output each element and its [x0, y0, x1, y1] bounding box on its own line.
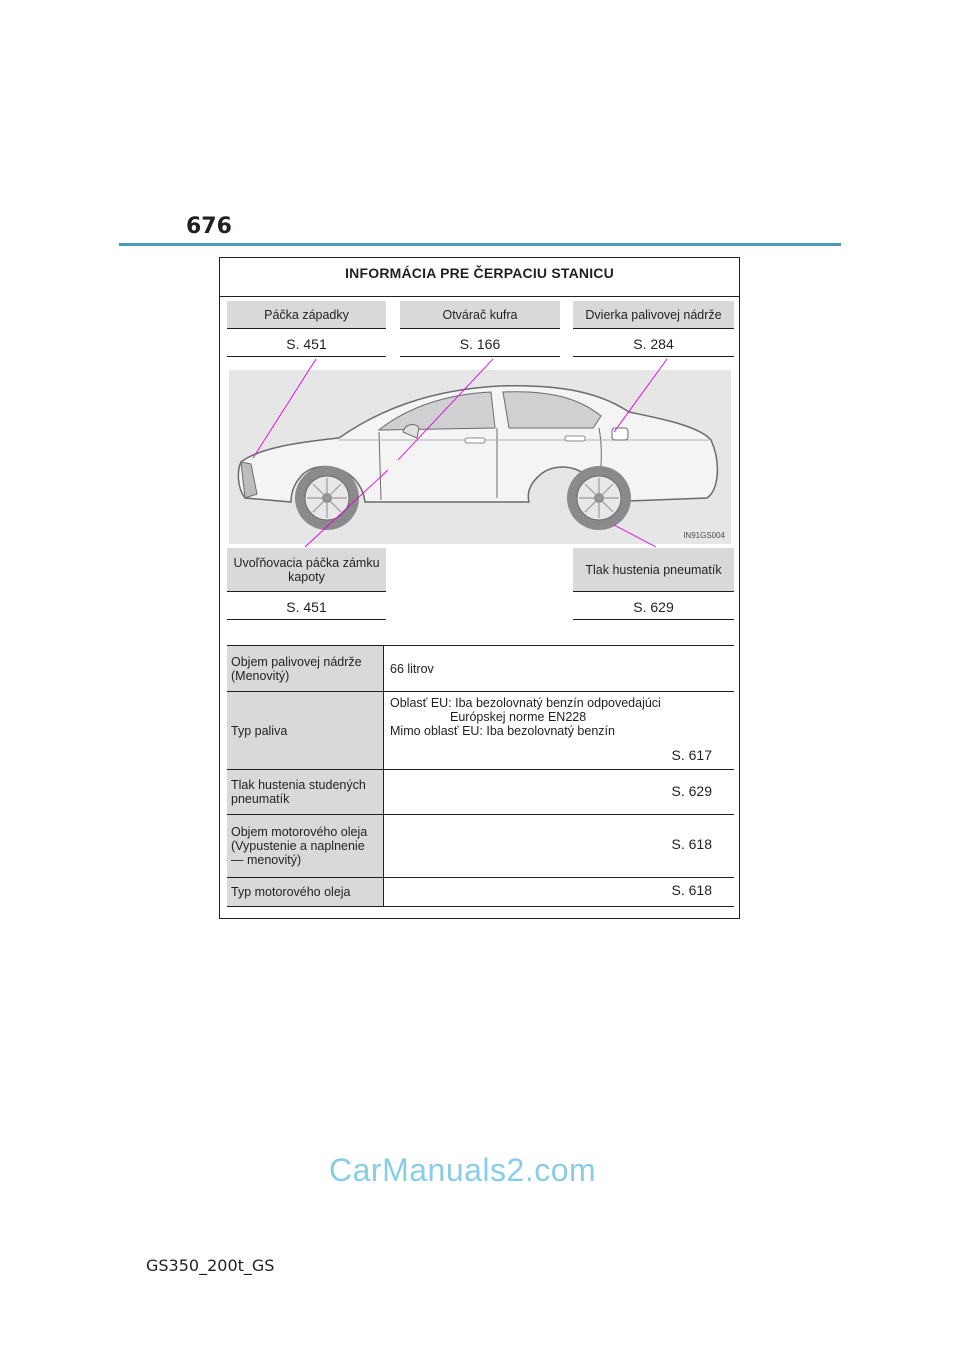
- hood-latch-label: Páčka západky: [227, 301, 386, 329]
- car-side-view: [229, 370, 731, 544]
- watermark: CarManuals2.com: [329, 1152, 597, 1188]
- car-illustration: [229, 370, 731, 544]
- table-row: [227, 814, 734, 877]
- hood-release-page[interactable]: S. 451: [227, 594, 386, 620]
- fuel-door-label: Dvierka palivovej nádrže: [573, 301, 734, 329]
- header-rule: [119, 243, 841, 246]
- tire-pressure-label: Tlak hustenia pneumatík: [573, 548, 734, 592]
- oil-capacity-ref[interactable]: S. 618: [671, 836, 712, 852]
- oil-capacity-value: [384, 815, 734, 877]
- tire-pressure-cold-value: [384, 770, 734, 814]
- oil-type-label: Typ motorového oleja: [227, 878, 384, 906]
- fuel-capacity-value: 66 litrov: [390, 661, 434, 676]
- trunk-opener-label: Otvárač kufra: [400, 301, 560, 329]
- illustration-code: IN91GS004: [683, 531, 725, 540]
- table-row: [227, 691, 734, 769]
- fuel-type-line2: Európskej norme EN228: [450, 710, 587, 724]
- hood-release-label: Uvoľňovacia páčka zámku kapoty: [227, 548, 386, 592]
- fuel-type-line3: Mimo oblasť EU: Iba bezolovnatý benzín: [390, 724, 615, 738]
- trunk-opener-page[interactable]: S. 166: [400, 331, 560, 357]
- fuel-type-ref[interactable]: S. 617: [671, 747, 712, 763]
- footer-model: GS350_200t_GS: [146, 1256, 275, 1275]
- table-row: [227, 769, 734, 814]
- fuel-type-label: Typ paliva: [227, 692, 384, 769]
- fuel-door-page[interactable]: S. 284: [573, 331, 734, 357]
- fuel-type-value: [384, 692, 734, 769]
- title-divider: [220, 296, 739, 297]
- oil-capacity-label: Objem motorového oleja (Vypustenie a naplnenie — menovitý): [227, 815, 384, 877]
- tire-pressure-cold-label: Tlak hustenia studených pneumatík: [227, 770, 384, 814]
- fuel-capacity-label: Objem palivovej nádrže (Menovitý): [227, 646, 384, 691]
- tire-pressure-cold-ref[interactable]: S. 629: [671, 783, 712, 799]
- oil-type-value: [384, 878, 734, 906]
- page-number: 676: [186, 214, 232, 239]
- hood-latch-page[interactable]: S. 451: [227, 331, 386, 357]
- table-row: [227, 877, 734, 907]
- fuel-info-table: [227, 645, 734, 907]
- table-row: [227, 645, 734, 691]
- fuel-type-line1: Oblasť EU: Iba bezolovnatý benzín odpovedajúci: [390, 696, 661, 710]
- oil-type-ref[interactable]: S. 618: [671, 882, 712, 898]
- section-title: INFORMÁCIA PRE ČERPACIU STANICU: [345, 265, 614, 281]
- tire-pressure-page[interactable]: S. 629: [573, 594, 734, 620]
